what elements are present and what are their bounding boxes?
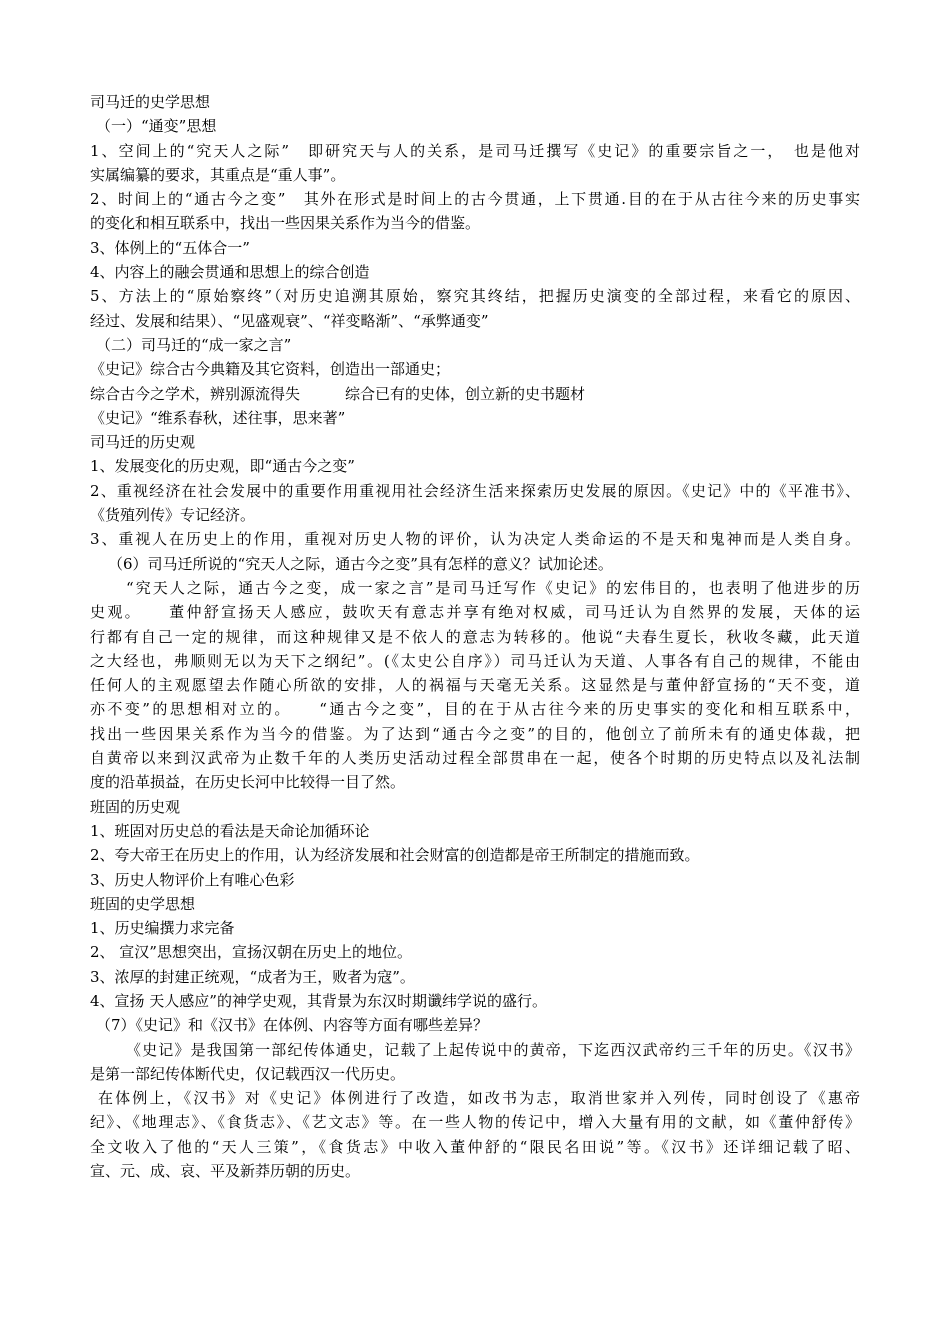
text-line: （二）司马迁的“成一家之言” (96, 335, 292, 354)
text-line: 班固的史学思想 (90, 894, 196, 913)
text-line: 经过、发展和结果）、“见盛观衰”、“祥变略渐”、“承弊通变” (90, 311, 489, 330)
text-line: 3、体例上的“五体合一” (90, 238, 250, 257)
text-line: 司马迁的历史观 (90, 433, 196, 452)
text-line: “究天人之际，通古今之变，成一家之言”是司马迁写作《史记》的宏伟目的，也表明了他进步的历 (126, 578, 860, 597)
text-line: 全文收入了他的“天人三策”，《食货志》中收入董仲舒的“限民名田说”等。《汉书》还详细记载了昭、 (90, 1137, 860, 1156)
text-line: 《史记》“维系春秋，述往事，思来著” (90, 408, 346, 427)
text-line: 2、重视经济在社会发展中的重要作用重视用社会经济生活来探索历史发展的原因。《史记》中的《平准书》、 (90, 481, 860, 500)
text-line: （7）《史记》和《汉书》在体例、内容等方面有哪些差异？ (96, 1016, 489, 1035)
text-line: 班固的历史观 (90, 797, 181, 816)
text-line: （6）司马迁所说的“究天人之际，通古今之变”具有怎样的意义？试加论述。 (108, 554, 613, 573)
text-line: 3、重视人在历史上的作用，重视对历史人物的评价，认为决定人类命运的不是天和鬼神而是人类自身。 (90, 530, 860, 549)
text-line: 实属编纂的要求，其重点是“重人事”。 (90, 165, 346, 184)
text-line: 纪》、《地理志》、《食货志》、《艺文志》等。在一些人物的传记中，增入大量有用的文献，如《董仲舒传》 (90, 1113, 860, 1132)
text-line: 《史记》是我国第一部纪传体通史，记载了上起传说中的黄帝，下迄西汉武帝约三千年的历史。《汉书》 (126, 1040, 860, 1059)
text-line: 在体例上，《汉书》对《史记》体例进行了改造，如改书为志，取消世家并入列传，同时创设了《惠帝 (98, 1089, 860, 1108)
text-line: 的变化和相互联系中，找出一些因果关系作为当今的借鉴。 (90, 214, 481, 233)
text-line: 亦不变”的思想相对立的。 “通古今之变”，目的在于从古往今来的历史事实的变化和相互联系中， (90, 700, 860, 719)
text-line: 找出一些因果关系作为当今的借鉴。为了达到“通古今之变”的目的，他创立了前所未有的通史体裁，把 (90, 724, 860, 743)
text-line: 4、内容上的融会贯通和思想上的综合创造 (90, 263, 370, 282)
text-line: 1、班固对历史总的看法是天命论加循环论 (90, 821, 370, 840)
text-line: 宣、元、成、哀、平及新莽历朝的历史。 (90, 1162, 361, 1181)
text-line: 史观。 董仲舒宣扬天人感应，鼓吹天有意志并享有绝对权威，司马迁认为自然界的发展，天体的运 (90, 603, 860, 622)
text-line: 2、 宣汉”思想突出，宣扬汉朝在历史上的地位。 (90, 943, 412, 962)
text-line: 《货殖列传》专记经济。 (90, 506, 256, 525)
text-line: 1、历史编撰力求完备 (90, 919, 235, 938)
text-line: 3、浓厚的封建正统观，“成者为王，败者为寇”。 (90, 967, 415, 986)
text-line: 之大经也，弗顺则无以为天下之纲纪”。(《太史公自序》）司马迁认为天道、人事各有自己的规律，不能由 (90, 651, 860, 670)
text-line: 3、历史人物评价上有唯心色彩 (90, 870, 295, 889)
text-line: 4、宣扬 天人感应”的神学史观，其背景为东汉时期谶纬学说的盛行。 (90, 991, 547, 1010)
text-line: 1、发展变化的历史观，即“通古今之变” (90, 457, 355, 476)
text-line: 1、空间上的“究天人之际” 即研究天与人的关系，是司马迁撰写《史记》的重要宗旨之一， 也是他对 (90, 141, 860, 160)
text-line: 行都有自己一定的规律，而这种规律又是不依人的意志为转移的。他说“夫春生夏长，秋收冬藏，此天道 (90, 627, 860, 646)
text-line: 2、夸大帝王在历史上的作用，认为经济发展和社会财富的创造都是帝王所制定的措施而致。 (90, 846, 700, 865)
text-line: 任何人的主观愿望去作随心所欲的安排，人的祸福与天毫无关系。这显然是与董仲舒宣扬的“天不变，道 (90, 676, 860, 695)
text-line: 是第一部纪传体断代史，仅记载西汉一代历史。 (90, 1064, 406, 1083)
text-line: 度的沿革损益，在历史长河中比较得一目了然。 (90, 773, 406, 792)
document-body (90, 90, 860, 1183)
text-line: 自黄帝以来到汉武帝为止数千年的人类历史活动过程全部贯串在一起，使各个时期的历史特点以及礼法制 (90, 749, 860, 768)
text-line: 5、方法上的“原始察终”（对历史追溯其原始，察究其终结，把握历史演变的全部过程，来看它的原因、 (90, 287, 860, 306)
text-line: 2、时间上的“通古今之变” 其外在形式是时间上的古今贯通，上下贯通.目的在于从古往今来的历史事实 (90, 190, 860, 209)
text-line: 司马迁的史学思想 (90, 93, 211, 111)
text-line: 综合古今之学术，辨别源流得失 综合已有的史体，创立新的史书题材 (90, 384, 586, 403)
text-line: （一）“通变”思想 (96, 117, 217, 136)
text-line: 《史记》综合古今典籍及其它资料，创造出一部通史； (90, 360, 451, 379)
